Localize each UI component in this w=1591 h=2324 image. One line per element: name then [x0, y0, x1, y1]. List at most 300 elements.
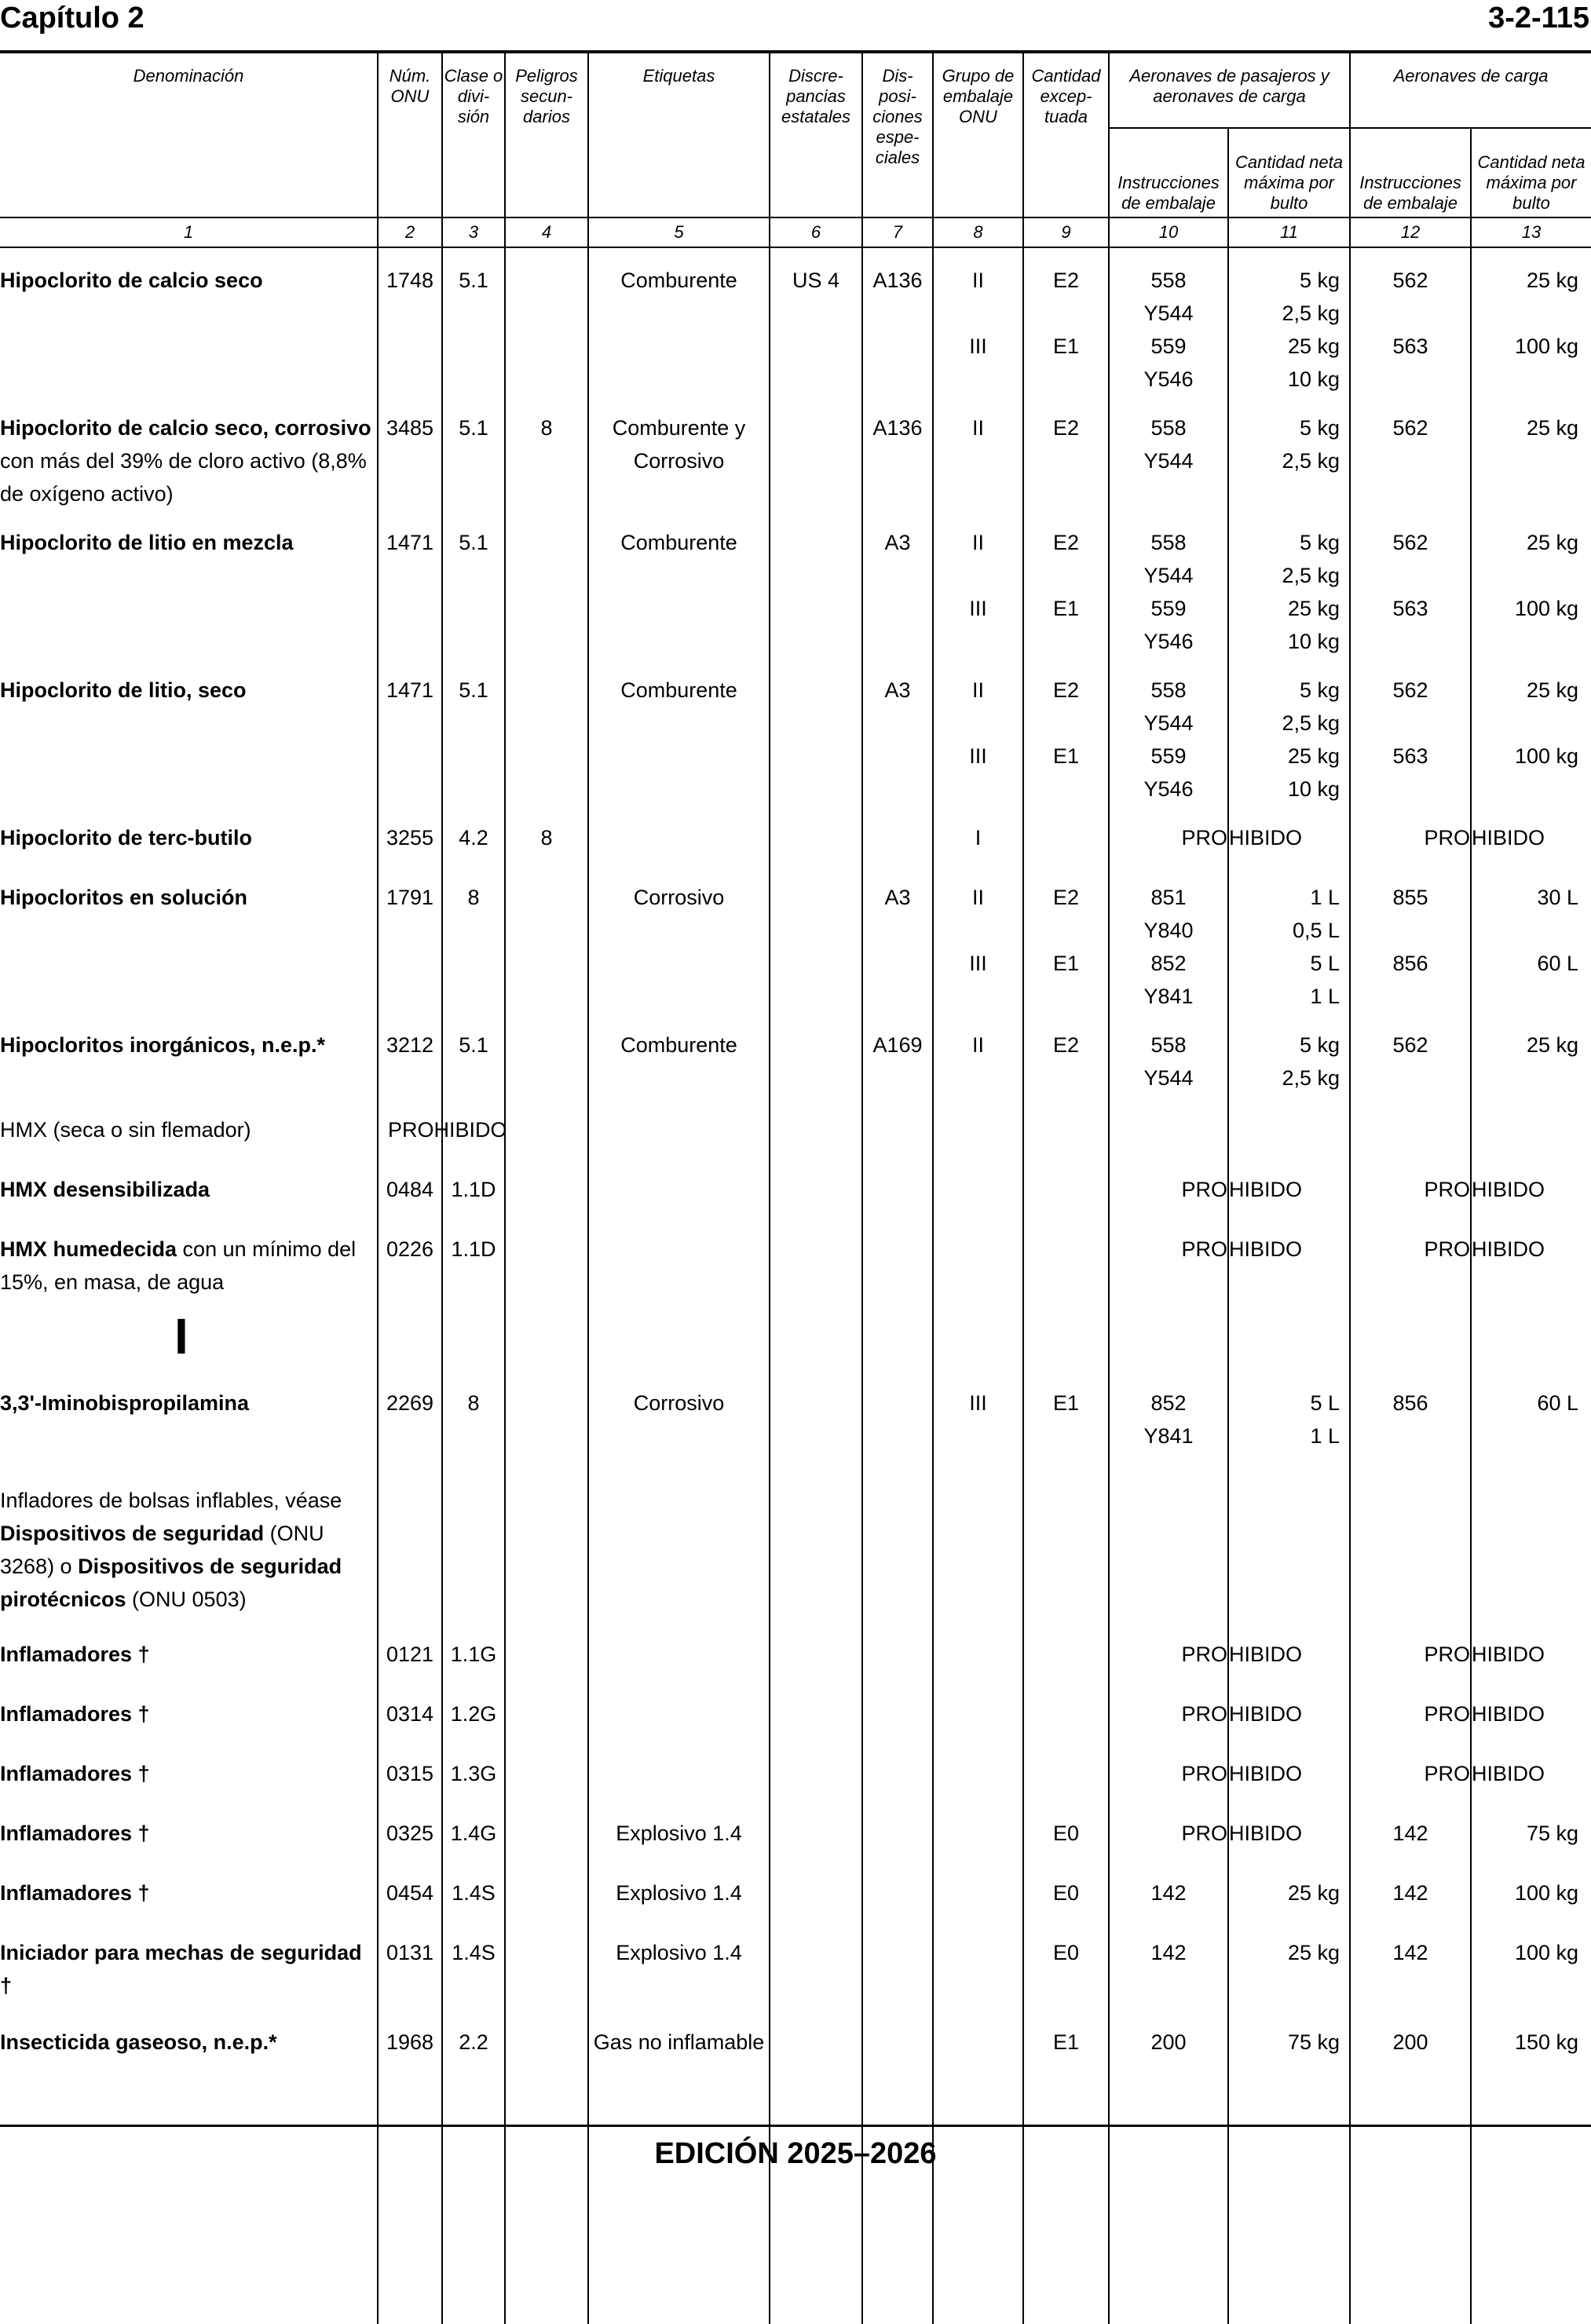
neta-carga-cell	[1471, 1622, 1591, 1682]
disposiciones-cell	[862, 1217, 933, 1302]
disposiciones-cell	[862, 1098, 933, 1157]
neta-carga-cell	[1471, 247, 1591, 396]
cell-line: HIBIDO	[1472, 1237, 1545, 1261]
cell-line: Y544	[1143, 564, 1194, 587]
neta-carga-cell	[1471, 1371, 1591, 1468]
discrepancias-cell	[770, 1622, 862, 1682]
neta-pasajeros-cell	[1228, 658, 1350, 806]
cell-line: PRO	[1181, 1702, 1227, 1726]
cell-line: 10 kg	[1287, 777, 1340, 801]
table-row	[0, 2010, 1591, 2143]
instr-pasajeros-cell	[1109, 1920, 1228, 2010]
neta-carga-cell	[1471, 1801, 1591, 1861]
denominacion-bold: Inflamadores †	[0, 1762, 150, 1785]
num-onu-cell: 1968	[378, 2010, 442, 2143]
cell-line: 2,5 kg	[1282, 1066, 1340, 1090]
denominacion-bold: 3,3'-Iminobispropilamina	[0, 1391, 249, 1415]
neta-carga-cell	[1471, 2010, 1591, 2143]
cell-line: 562	[1392, 269, 1428, 292]
instr-pasajeros-cell	[1109, 1741, 1228, 1801]
cell-line	[1472, 1484, 1591, 1517]
cell-line: Y544	[1143, 301, 1194, 325]
cell-line: HIBIDO	[1472, 1643, 1545, 1666]
grupo-cell	[933, 1468, 1023, 1622]
col-etiquetas: Etiquetas	[588, 53, 770, 217]
discrepancias-cell	[770, 1217, 862, 1302]
instr-pasajeros-cell	[1109, 658, 1228, 806]
denominacion-cell	[0, 1217, 378, 1302]
cell-line: 558	[1150, 416, 1187, 440]
cell-line: 10 kg	[1287, 367, 1340, 391]
num-onu-cell: 0454	[378, 1861, 442, 1920]
cell-line: 75 kg	[1287, 2030, 1340, 2054]
disposiciones-cell	[862, 1682, 933, 1741]
cell-line: III	[969, 1391, 987, 1415]
cell-line: 558	[1150, 531, 1187, 554]
num-onu-cell: 0131	[378, 1920, 442, 2010]
cell-line: PRO	[1181, 1822, 1227, 1845]
cell-line	[1351, 297, 1470, 330]
num-onu-cell: 3255	[378, 806, 442, 865]
cell-line	[934, 2026, 1022, 2059]
cell-line: HIBIDO	[1229, 1762, 1303, 1785]
etiquetas-cell	[588, 1157, 770, 1217]
neta-pasajeros-cell	[1228, 510, 1350, 658]
cell-line	[934, 1817, 1022, 1850]
cell-line: 30 L	[1537, 886, 1579, 909]
exceptuada-cell	[1023, 510, 1109, 658]
col-grupo: Grupo de embalaje ONU	[933, 53, 1023, 217]
disposiciones-cell	[862, 1157, 933, 1217]
table-body	[0, 247, 1591, 2324]
exceptuada-cell	[1023, 1801, 1109, 1861]
denominacion-cell	[0, 1468, 378, 1622]
neta-pasajeros-cell	[1228, 865, 1350, 1013]
cell-line: 563	[1392, 334, 1428, 358]
peligros-cell	[505, 1371, 588, 1468]
empty-cell	[588, 1302, 770, 1371]
clase-cell: 5.1	[442, 510, 505, 658]
neta-pasajeros-cell	[1228, 1741, 1350, 1801]
grupo-cell	[933, 1861, 1023, 1920]
neta-pasajeros-cell	[1228, 1371, 1350, 1468]
col-number: 4	[505, 217, 588, 247]
exceptuada-cell	[1023, 396, 1109, 510]
cell-line: 5 kg	[1299, 269, 1340, 292]
exceptuada-cell	[1023, 1098, 1109, 1157]
table-row	[0, 247, 1591, 396]
cell-line	[1110, 1484, 1227, 1517]
cell-line: HIBIDO	[1229, 1237, 1303, 1261]
cell-line: 200	[1150, 2030, 1187, 2054]
table-row	[0, 1217, 1591, 1302]
clase-cell: 2.2	[442, 2010, 505, 2143]
cell-line: E1	[1052, 952, 1080, 975]
clase-cell: 1.4S	[442, 1920, 505, 2010]
cell-line	[1351, 914, 1470, 947]
page-number: 3-2-115	[1488, 2, 1589, 35]
instr-carga-cell	[1350, 1217, 1471, 1302]
peligros-cell	[505, 1098, 588, 1157]
denominacion-bold: Inflamadores †	[0, 1822, 150, 1845]
neta-carga-cell	[1471, 658, 1591, 806]
cell-line	[1024, 1697, 1108, 1730]
neta-carga-cell	[1471, 865, 1591, 1013]
disposiciones-cell: A3	[862, 658, 933, 806]
col-number: 6	[770, 217, 862, 247]
neta-carga-cell	[1471, 1920, 1591, 2010]
cell-line: E0	[1052, 1822, 1080, 1845]
col-number: 11	[1228, 217, 1350, 247]
table-row	[0, 510, 1591, 658]
cell-line: 856	[1392, 952, 1428, 975]
cell-line: III	[969, 597, 987, 620]
denominacion-cell	[0, 1622, 378, 1682]
cell-line: 100 kg	[1514, 744, 1579, 768]
cell-line: 25 kg	[1526, 416, 1579, 440]
denominacion-cell	[0, 658, 378, 806]
neta-pasajeros-cell	[1228, 1801, 1350, 1861]
denominacion-text: con un mínimo del 15%, en masa, de agua	[0, 1237, 357, 1294]
instr-carga-cell	[1350, 510, 1471, 658]
peligros-cell: 8	[505, 396, 588, 510]
cell-line: 142	[1392, 1822, 1428, 1845]
table-row	[0, 1801, 1591, 1861]
instr-carga-cell	[1350, 865, 1471, 1013]
cell-line: HIBIDO	[1229, 1702, 1303, 1726]
cell-line	[934, 297, 1022, 330]
table-row	[0, 806, 1591, 865]
instr-carga-cell	[1350, 396, 1471, 510]
denominacion-bold: Inflamadores †	[0, 1881, 150, 1905]
discrepancias-cell	[770, 865, 862, 1013]
cell-line: Y841	[1143, 1424, 1194, 1448]
disposiciones-cell: A169	[862, 1013, 933, 1098]
cell-line	[1472, 1113, 1591, 1146]
grupo-cell	[933, 247, 1023, 396]
instr-carga-cell	[1350, 1741, 1471, 1801]
col-number: 8	[933, 217, 1023, 247]
num-onu-cell: PROHIBIDO	[378, 1098, 442, 1157]
disposiciones-cell	[862, 1801, 933, 1861]
cell-line: Y840	[1143, 919, 1194, 942]
empty-cell	[1023, 1302, 1109, 1371]
disposiciones-cell	[862, 1920, 933, 2010]
cell-line	[1024, 559, 1108, 592]
cell-line: 10 kg	[1287, 630, 1340, 653]
grupo-cell	[933, 1741, 1023, 1801]
disposiciones-cell	[862, 1741, 933, 1801]
cell-line: 563	[1392, 744, 1428, 768]
cell-line: 559	[1150, 334, 1187, 358]
cell-line: PRO	[1424, 1643, 1471, 1666]
clase-cell: 1.1D	[442, 1157, 505, 1217]
col-number: 13	[1471, 217, 1591, 247]
grupo-cell	[933, 806, 1023, 865]
cell-line	[1024, 297, 1108, 330]
cell-line: 5 kg	[1299, 1033, 1340, 1057]
table-row	[0, 1468, 1591, 1622]
grupo-cell	[933, 1217, 1023, 1302]
grupo-cell	[933, 1920, 1023, 2010]
denominacion-part: Infladores de bolsas inflables, véase	[0, 1489, 342, 1512]
clase-cell: 1.4S	[442, 1861, 505, 1920]
etiquetas-cell	[588, 1217, 770, 1302]
cell-line	[1351, 707, 1470, 740]
cell-line	[1229, 1484, 1349, 1517]
instr-pasajeros-cell	[1109, 1013, 1228, 1098]
cell-line: Y544	[1143, 1066, 1194, 1090]
etiquetas-cell: Gas no inflamable	[588, 2010, 770, 2143]
cell-line: Y546	[1143, 630, 1194, 653]
num-onu-cell: 0121	[378, 1622, 442, 1682]
disposiciones-cell: A3	[862, 865, 933, 1013]
cell-line	[1024, 821, 1108, 854]
cell-line: II	[971, 1033, 984, 1057]
neta-pasajeros-cell	[1228, 1861, 1350, 1920]
peligros-cell	[505, 2010, 588, 2143]
cell-line	[1024, 1233, 1108, 1266]
cell-line: 5 L	[1310, 952, 1340, 975]
instr-pasajeros-cell	[1109, 510, 1228, 658]
instr-carga-cell	[1350, 1682, 1471, 1741]
cell-line: PRO	[1424, 1178, 1471, 1201]
denominacion-cell	[0, 1371, 378, 1468]
table-row	[0, 1013, 1591, 1098]
instr-carga-cell	[1350, 806, 1471, 865]
discrepancias-cell	[770, 1741, 862, 1801]
exceptuada-cell	[1023, 806, 1109, 865]
instr-carga-cell	[1350, 1622, 1471, 1682]
cell-line: HIBIDO	[1229, 826, 1303, 850]
instr-carga-cell	[1350, 1098, 1471, 1157]
peligros-cell	[505, 247, 588, 396]
edition-footer: EDICIÓN 2025–2026	[654, 2137, 937, 2170]
cell-line	[934, 1697, 1022, 1730]
cell-line: E0	[1052, 1881, 1080, 1905]
cell-line: 562	[1392, 531, 1428, 554]
cell-line	[1351, 559, 1470, 592]
table-row	[0, 658, 1591, 806]
exceptuada-cell	[1023, 247, 1109, 396]
exceptuada-cell	[1023, 1157, 1109, 1217]
col-neta-pasajeros: Cantidad neta máxima por bulto	[1228, 128, 1350, 217]
table-row	[0, 865, 1591, 1013]
cell-line: HIBIDO	[1229, 1643, 1303, 1666]
exceptuada-cell	[1023, 1861, 1109, 1920]
peligros-cell	[505, 1622, 588, 1682]
cell-line: PRO	[1181, 1237, 1227, 1261]
cell-line: E2	[1052, 416, 1080, 440]
col-number: 5	[588, 217, 770, 247]
neta-pasajeros-cell	[1228, 1622, 1350, 1682]
exceptuada-cell	[1023, 1013, 1109, 1098]
peligros-cell	[505, 1861, 588, 1920]
discrepancias-cell	[770, 806, 862, 865]
discrepancias-cell	[770, 1801, 862, 1861]
column-number-row	[0, 217, 1591, 247]
cell-line	[1024, 1173, 1108, 1206]
cell-line: 142	[1392, 1881, 1428, 1905]
instr-pasajeros-cell	[1109, 865, 1228, 1013]
instr-pasajeros-cell	[1109, 1861, 1228, 1920]
instr-pasajeros-cell	[1109, 1098, 1228, 1157]
table-row	[0, 1622, 1591, 1682]
cell-line: 100 kg	[1514, 597, 1579, 620]
instr-carga-cell	[1350, 1861, 1471, 1920]
table-row	[0, 1741, 1591, 1801]
empty-cell	[1350, 1302, 1471, 1371]
etiquetas-cell	[588, 1468, 770, 1622]
cell-line: Y544	[1143, 449, 1194, 473]
denominacion-bold: Iniciador para mechas de seguridad †	[0, 1941, 362, 1997]
cell-line: 559	[1150, 597, 1187, 620]
cell-line: 562	[1392, 678, 1428, 702]
neta-carga-cell	[1471, 1157, 1591, 1217]
neta-carga-cell	[1471, 396, 1591, 510]
footer-rule	[0, 2125, 1591, 2127]
instr-carga-cell	[1350, 658, 1471, 806]
empty-cell	[378, 1302, 442, 1371]
exceptuada-cell	[1023, 658, 1109, 806]
neta-pasajeros-cell	[1228, 2010, 1350, 2143]
discrepancias-cell	[770, 396, 862, 510]
denominacion-text: con más del 39% de cloro activo (8,8% de oxígeno activo)	[0, 449, 367, 506]
disposiciones-cell	[862, 1371, 933, 1468]
col-number: 7	[862, 217, 933, 247]
cell-line: E2	[1052, 1033, 1080, 1057]
clase-cell: 1.2G	[442, 1682, 505, 1741]
cell-line: 25 kg	[1287, 1941, 1340, 1964]
exceptuada-cell	[1023, 1682, 1109, 1741]
etiquetas-cell: Comburente	[588, 247, 770, 396]
denominacion-bold: HMX desensibilizada	[0, 1178, 210, 1201]
disposiciones-cell	[862, 1622, 933, 1682]
group-cargo-aircraft: Aeronaves de carga	[1350, 53, 1591, 128]
cell-line: 142	[1150, 1941, 1187, 1964]
clase-cell: 5.1	[442, 396, 505, 510]
peligros-cell	[505, 1217, 588, 1302]
grupo-cell	[933, 1157, 1023, 1217]
denominacion-bold: Hipoclorito de terc-butilo	[0, 826, 252, 850]
disposiciones-cell	[862, 2010, 933, 2143]
cell-line	[1472, 707, 1578, 740]
cell-line	[1024, 1638, 1108, 1671]
cell-line: 5 kg	[1299, 416, 1340, 440]
grupo-cell	[933, 1622, 1023, 1682]
exceptuada-cell	[1023, 865, 1109, 1013]
etiquetas-cell: Explosivo 1.4	[588, 1861, 770, 1920]
discrepancias-cell: US 4	[770, 247, 862, 396]
instr-carga-cell	[1350, 1157, 1471, 1217]
denominacion-cell	[0, 2010, 378, 2143]
neta-carga-cell	[1471, 806, 1591, 865]
cell-line	[1351, 1113, 1470, 1146]
clase-cell: 4.2	[442, 806, 505, 865]
cell-line: 563	[1392, 597, 1428, 620]
cell-line	[934, 1233, 1022, 1266]
section-letter: I	[174, 1308, 188, 1365]
cell-line: 2,5 kg	[1282, 449, 1340, 473]
peligros-cell	[505, 510, 588, 658]
etiquetas-cell	[588, 1682, 770, 1741]
discrepancias-cell	[770, 1682, 862, 1741]
cell-line	[934, 1638, 1022, 1671]
empty-cell	[505, 1302, 588, 1371]
instr-pasajeros-cell	[1109, 247, 1228, 396]
chapter-title: Capítulo 2	[0, 2, 144, 35]
cell-line: Y544	[1143, 711, 1194, 735]
clase-cell: 5.1	[442, 658, 505, 806]
table-row	[0, 1861, 1591, 1920]
cell-line: HIBIDO	[1472, 826, 1545, 850]
cell-line	[1110, 1113, 1227, 1146]
cell-line: Y546	[1143, 367, 1194, 391]
num-onu-cell: 0484	[378, 1157, 442, 1217]
denominacion-cell	[0, 1920, 378, 2010]
denominacion-part: Dispositivos de seguridad	[0, 1522, 265, 1545]
cell-line: 562	[1392, 1033, 1428, 1057]
cell-line: 852	[1150, 1391, 1187, 1415]
cell-line: PRO	[1424, 826, 1471, 850]
cell-line: HIBIDO	[1472, 1762, 1545, 1785]
col-number: 3	[442, 217, 505, 247]
group-passenger-aircraft: Aeronaves de pasajeros y aeronaves de carga	[1109, 53, 1350, 128]
etiquetas-cell: Comburente	[588, 510, 770, 658]
col-cantidad-exceptuada: Cantidad excep- tuada	[1023, 53, 1109, 217]
cell-line	[1229, 1113, 1349, 1146]
neta-carga-cell	[1471, 1741, 1591, 1801]
num-onu-cell: 1471	[378, 510, 442, 658]
table-row	[0, 1371, 1591, 1468]
cell-line	[934, 1113, 1022, 1146]
num-onu-cell: 1471	[378, 658, 442, 806]
cell-line: 558	[1150, 678, 1187, 702]
cell-line: HIBIDO	[1472, 1178, 1545, 1201]
cell-line: 25 kg	[1287, 597, 1340, 620]
cell-line: 1 L	[1310, 1424, 1340, 1448]
instr-pasajeros-cell	[1109, 1801, 1228, 1861]
cell-line: 5 L	[1310, 1391, 1340, 1415]
empty-cell	[442, 1302, 505, 1371]
num-onu-cell: 0325	[378, 1801, 442, 1861]
col-number: 1	[0, 217, 378, 247]
grupo-cell	[933, 2010, 1023, 2143]
cell-line: E1	[1052, 334, 1080, 358]
grupo-cell	[933, 1682, 1023, 1741]
discrepancias-cell	[770, 1371, 862, 1468]
cell-line: 2,5 kg	[1282, 301, 1340, 325]
exceptuada-cell	[1023, 1920, 1109, 2010]
etiquetas-cell: Explosivo 1.4	[588, 1920, 770, 2010]
instr-pasajeros-cell	[1109, 1468, 1228, 1622]
cell-line: PRO	[1424, 1702, 1471, 1726]
neta-pasajeros-cell	[1228, 806, 1350, 865]
exceptuada-cell	[1023, 1468, 1109, 1622]
cell-line: 2,5 kg	[1282, 711, 1340, 735]
num-onu-cell: 1791	[378, 865, 442, 1013]
discrepancias-cell	[770, 1920, 862, 2010]
cell-line: 2,5 kg	[1282, 564, 1340, 587]
denominacion-bold: Hipocloritos en solución	[0, 886, 248, 909]
cell-line: 25 kg	[1526, 269, 1579, 292]
denominacion-cell	[0, 1157, 378, 1217]
grupo-cell	[933, 1098, 1023, 1157]
cell-line: 558	[1150, 1033, 1187, 1057]
cell-line: 855	[1392, 886, 1428, 909]
cell-line: 559	[1150, 744, 1187, 768]
num-onu-cell: 0315	[378, 1741, 442, 1801]
